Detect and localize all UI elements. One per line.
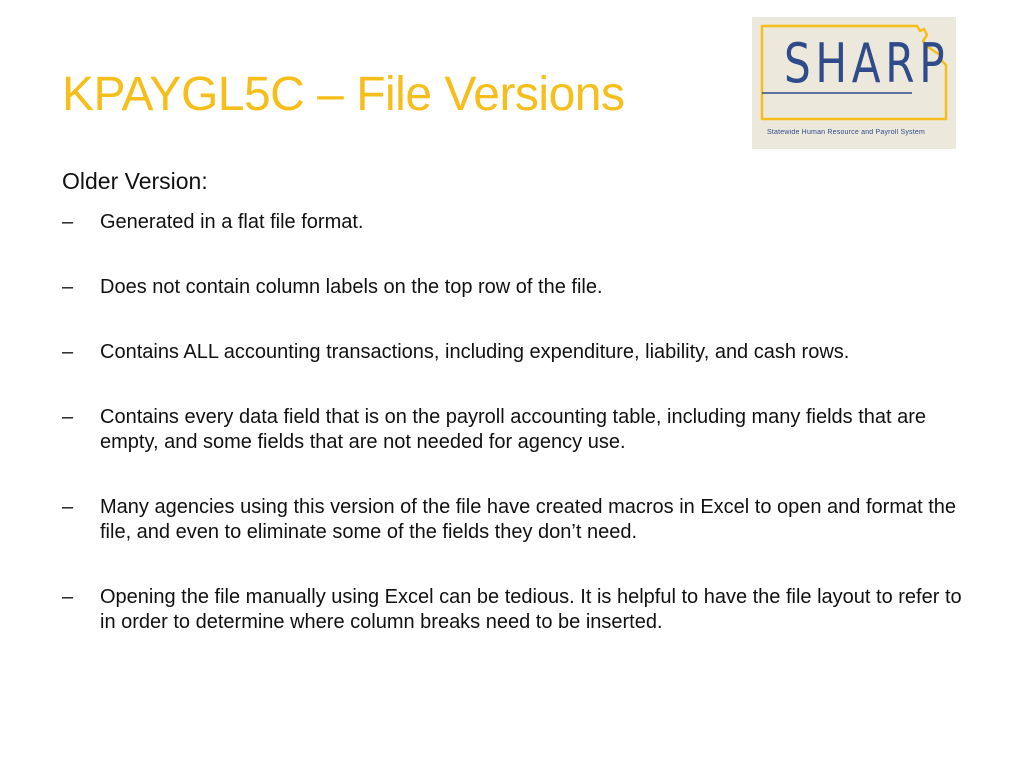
- bullet-dash: –: [62, 496, 74, 518]
- logo-tagline: Statewide Human Resource and Payroll System: [767, 129, 926, 136]
- section-heading: Older Version:: [62, 168, 208, 194]
- slide-title: KPAYGL5C – File Versions: [62, 68, 625, 121]
- bullet-list: [62, 210, 962, 635]
- bullet-item: [62, 495, 962, 545]
- logo-wordmark: SHARP: [784, 32, 950, 95]
- bullet-dash: –: [62, 211, 74, 233]
- bullet-item: [62, 405, 962, 455]
- sharp-logo: [752, 17, 956, 149]
- bullet-item: [62, 340, 962, 365]
- bullet-dash: –: [62, 586, 74, 608]
- bullet-text: Many agencies using this version of the file have created macros in Excel to open and format the file, and even to eliminate some of the fields they don’t need.: [100, 496, 957, 543]
- bullet-text: Opening the file manually using Excel can be tedious. It is helpful to have the file layout to refer to in order to determine where column breaks need to be inserted.: [100, 586, 962, 633]
- bullet-dash: –: [62, 341, 74, 363]
- bullet-item: [62, 210, 962, 235]
- bullet-item: [62, 275, 962, 300]
- bullet-text: Generated in a flat file format.: [100, 211, 364, 233]
- bullet-text: Contains every data field that is on the payroll accounting table, including many fields that are empty, and some fields that are not needed for agency use.: [100, 406, 927, 453]
- bullet-text: Contains ALL accounting transactions, including expenditure, liability, and cash rows.: [100, 341, 850, 363]
- bullet-text: Does not contain column labels on the top row of the file.: [100, 276, 603, 298]
- bullet-item: [62, 585, 962, 635]
- bullet-dash: –: [62, 406, 74, 428]
- bullet-dash: –: [62, 276, 74, 298]
